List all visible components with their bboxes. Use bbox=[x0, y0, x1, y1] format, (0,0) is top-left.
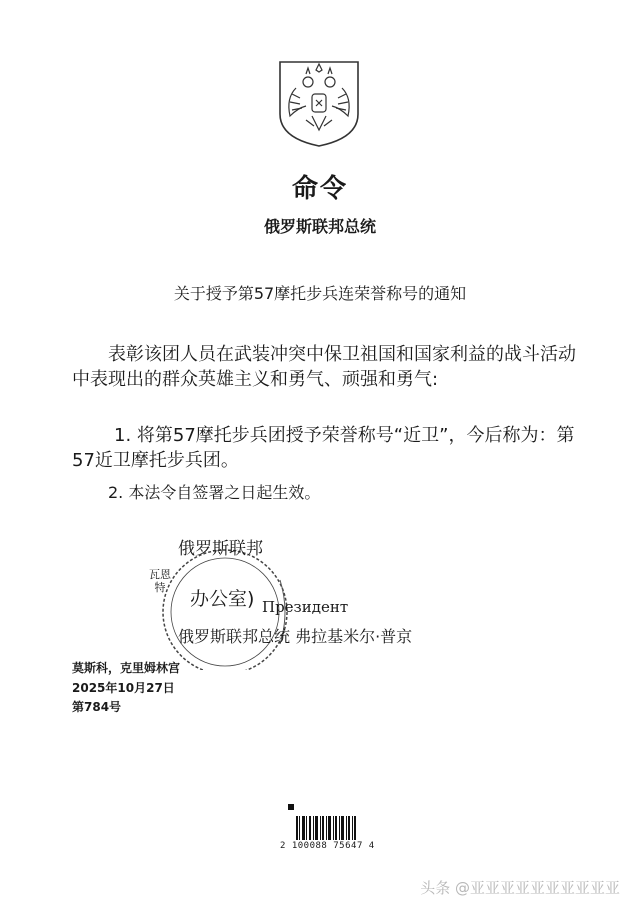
document-title: 命令 bbox=[291, 174, 348, 204]
issue-date: 2025年10月27日 bbox=[72, 681, 175, 695]
article-1: 1. 将第57摩托步兵团授予荣誉称号“近卫”，今后称为：第57近卫摩托步兵团。 bbox=[72, 425, 575, 471]
issue-place: 莫斯科，克里姆林宫 bbox=[72, 661, 181, 675]
double-headed-eagle-emblem-icon bbox=[276, 58, 362, 148]
decree-number: 第784号 bbox=[72, 700, 122, 714]
platform-watermark: 头条 @亚亚亚亚亚亚亚亚亚亚 bbox=[414, 876, 626, 899]
signature-side-text: 瓦恩特 bbox=[149, 568, 171, 594]
preamble-paragraph: 表彰该团人员在武装冲突中保卫祖国和国家利益的战斗活动中表现出的群众英雄主义和勇气、顽强和勇气: bbox=[72, 344, 576, 390]
subject-line: 关于授予第57摩托步兵连荣誉称号的通知 bbox=[173, 284, 467, 303]
signature-russian-text: Президент bbox=[262, 598, 349, 616]
barcode-number: 2 100088 75647 4 bbox=[280, 841, 375, 851]
signer-line: 俄罗斯联邦总统 弗拉基米尔·普京 bbox=[178, 627, 413, 646]
signature-department: 办公室) bbox=[190, 588, 255, 610]
signature-stamp-label: 俄罗斯联邦 bbox=[178, 539, 263, 559]
issuer-line: 俄罗斯联邦总统 bbox=[263, 217, 376, 236]
article-2: 2. 本法令自签署之日起生效。 bbox=[108, 483, 321, 502]
